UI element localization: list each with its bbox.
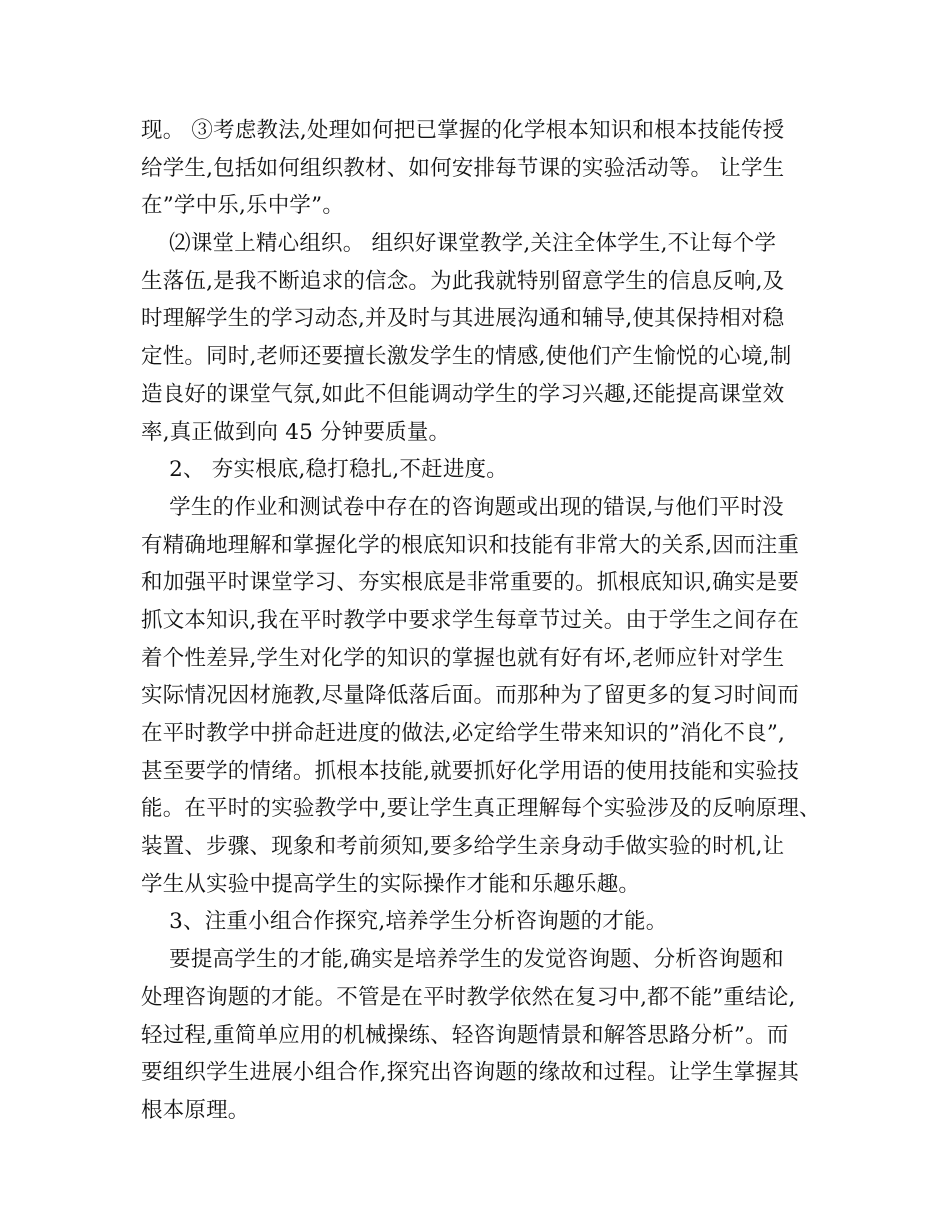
text-line: 现。 ③考虑教法,处理如何把已掌握的化学根本知识和根本技能传授 xyxy=(141,118,785,143)
text-line: 装置、步骤、现象和考前须知,要多给学生亲身动手做实验的时机,让 xyxy=(141,834,785,860)
text-line: 根本原理。 xyxy=(141,1097,250,1123)
section-heading: 2、 夯实根底,稳打稳扎,不赶进度。 xyxy=(141,457,508,483)
section-heading: 3、注重小组合作探究,培养学生分析咨询题的才能。 xyxy=(141,909,668,935)
text-line: 给学生,包括如何组织教材、如何安排每节课的实验活动等。 让学生 xyxy=(141,155,785,181)
text-line: 要提高学生的才能,确实是培养学生的发觉咨询题、分析咨询题和 xyxy=(141,947,784,973)
text-line: 处理咨询题的才能。不管是在平时教学依然在复习中,都不能”重结论, xyxy=(141,984,796,1010)
text-line: 和加强平时课堂学习、夯实根底是非常重要的。抓根底知识,确实是要 xyxy=(141,570,800,596)
text-line: ⑵课堂上精心组织。 组织好课堂教学,关注全体学生,不让每个学 xyxy=(141,231,777,257)
text-line: 要组织学生进展小组合作,探究出咨询题的缘故和过程。让学生掌握其 xyxy=(141,1060,800,1086)
text-line: 学生从实验中提高学生的实际操作才能和乐趣乐趣。 xyxy=(141,871,641,897)
document-body xyxy=(141,112,821,1130)
text-line: 有精确地理解和掌握化学的根底知识和技能有非常大的关系,因而注重 xyxy=(141,532,800,558)
text-line: 抓文本知识,我在平时教学中要求学生每章节过关。由于学生之间存在 xyxy=(141,607,800,633)
text-line: 甚至要学的情绪。抓根本技能,就要抓好化学用语的使用技能和实验技 xyxy=(141,758,800,784)
text-line: 能。在平时的实验教学中,要让学生真正理解每个实验涉及的反响原理、 xyxy=(141,796,821,822)
text-line: 定性。同时,老师还要擅长激发学生的情感,使他们产生愉悦的心境,制 xyxy=(141,344,792,370)
text-line: 在”学中乐,乐中学”。 xyxy=(141,193,345,219)
text-line: 学生的作业和测试卷中存在的咨询题或出现的错误,与他们平时没 xyxy=(141,494,784,520)
text-line: 着个性差异,学生对化学的知识的掌握也就有好有坏,老师应针对学生 xyxy=(141,645,785,671)
text-line: 率,真正做到向 45 分钟要质量。 xyxy=(141,419,451,445)
text-line: 在平时教学中拼命赶进度的做法,必定给学生带来知识的”消化不良”, xyxy=(141,721,786,746)
text-line: 造良好的课堂气氛,如此不但能调动学生的学习兴趣,还能提高课堂效 xyxy=(141,381,785,407)
text-line: 轻过程,重简单应用的机械操练、轻咨询题情景和解答思路分析”。而 xyxy=(141,1022,789,1048)
text-line: 时理解学生的学习动态,并及时与其进展沟通和辅导,使其保持相对稳 xyxy=(141,306,785,332)
text-line: 生落伍,是我不断追求的信念。为此我就特别留意学生的信息反响,及 xyxy=(141,268,785,294)
text-line: 实际情况因材施教,尽量降低落后面。而那种为了留更多的复习时间而 xyxy=(141,683,800,709)
